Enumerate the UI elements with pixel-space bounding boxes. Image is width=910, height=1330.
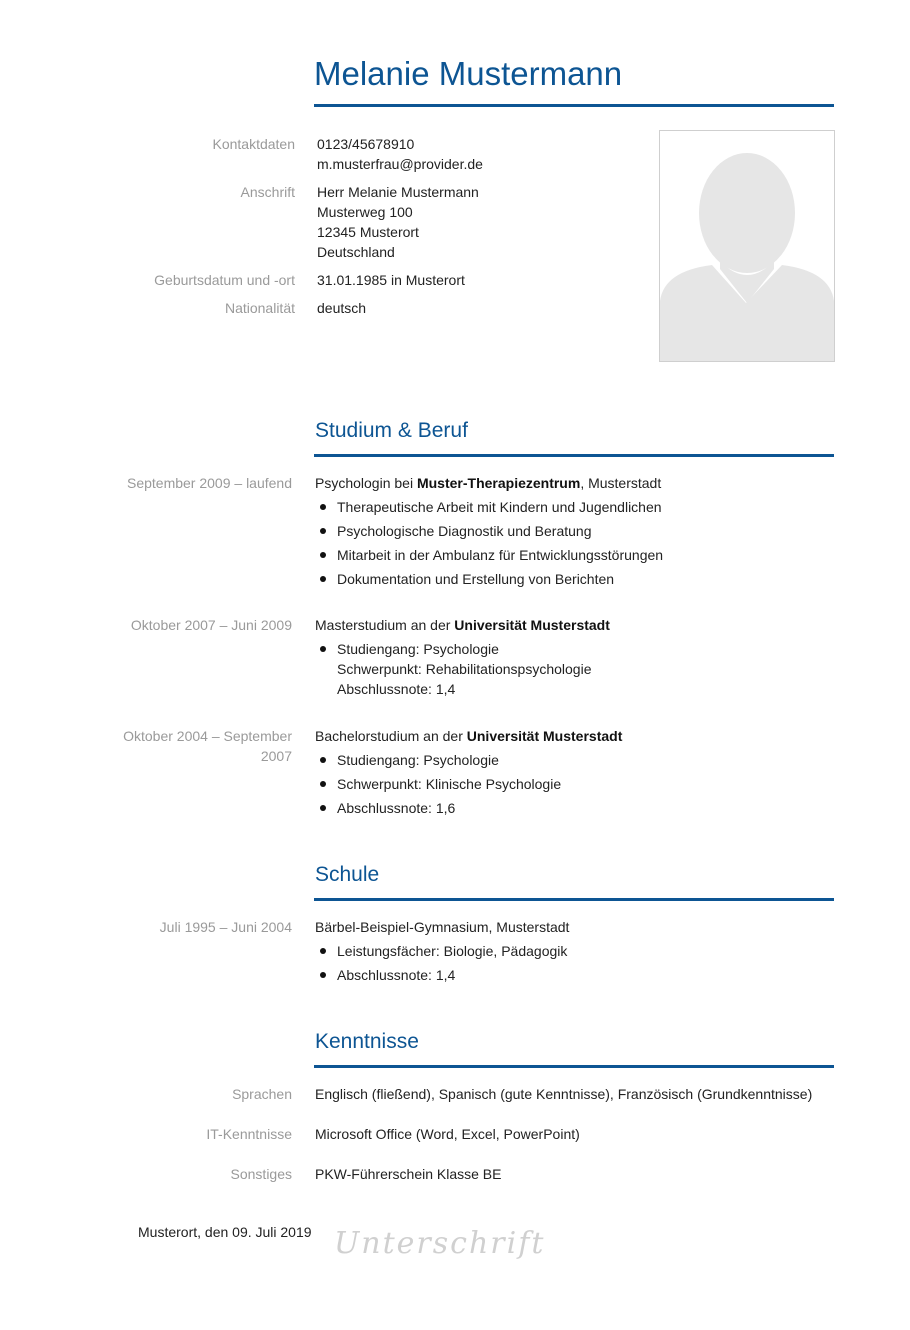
entry-date: September 2009 – laufend — [126, 475, 292, 491]
entry-date — [112, 726, 292, 766]
nationality-label: Nationalität — [224, 300, 295, 316]
page-title: Melanie Mustermann — [314, 55, 623, 92]
address-line: Deutschland — [317, 244, 395, 260]
address-label: Anschrift — [240, 184, 295, 200]
section-divider — [314, 454, 834, 457]
list-item — [315, 569, 834, 589]
entry-date-line: 2007 — [260, 748, 292, 764]
list-item — [315, 774, 834, 794]
list-item — [315, 965, 834, 985]
nationality: deutsch — [317, 300, 367, 316]
list-item-text: Therapeutische Arbeit mit Kindern und Jugendlichen — [337, 499, 662, 515]
entry-bullets — [315, 941, 834, 985]
skill-value: Englisch (fließend), Spanisch (gute Kenntnisse), Französisch (Grundkenntnisse) — [315, 1086, 813, 1102]
section-title-career: Studium & Beruf — [315, 419, 468, 442]
birth-label: Geburtsdatum und -ort — [154, 272, 295, 288]
avatar-placeholder-icon — [660, 131, 834, 361]
entry-heading — [315, 726, 834, 746]
profile-photo — [659, 130, 835, 362]
entry-date: Oktober 2007 – Juni 2009 — [130, 617, 292, 633]
list-item-text: Psychologische Diagnostik und Beratung — [337, 523, 592, 539]
section-title-school: Schule — [315, 863, 380, 886]
list-item-text: Leistungsfächer: Biologie, Pädagogik — [337, 943, 568, 959]
skill-label: Sprachen — [232, 1086, 292, 1102]
list-item-text: Abschlussnote: 1,4 — [337, 967, 456, 983]
entry-degree: Bachelorstudium an der — [315, 728, 467, 744]
entry-location: , Musterstadt — [580, 475, 662, 491]
skill-value: Microsoft Office (Word, Excel, PowerPoint) — [315, 1126, 580, 1142]
birth-value — [317, 270, 465, 290]
list-item — [315, 750, 834, 770]
list-item-text: Studiengang: Psychologie — [337, 752, 499, 768]
address-line: 12345 Musterort — [317, 224, 419, 240]
entry-date: Juli 1995 – Juni 2004 — [159, 919, 292, 935]
skill-label: IT-Kenntnisse — [206, 1126, 292, 1142]
skill-value: PKW-Führerschein Klasse BE — [315, 1166, 502, 1182]
place-date: Musterort, den 09. Juli 2019 — [138, 1224, 312, 1240]
list-item-text: Abschlussnote: 1,6 — [337, 800, 456, 816]
entry-organization: Universität Musterstadt — [466, 728, 623, 744]
entry-organization: Universität Musterstadt — [454, 617, 610, 633]
section-title-skills: Kenntnisse — [315, 1030, 419, 1053]
list-item — [315, 798, 834, 818]
contact-value — [317, 134, 483, 174]
email-address: m.musterfrau@provider.de — [317, 156, 483, 172]
list-item-text: Abschlussnote: 1,4 — [337, 681, 456, 697]
education-entry — [315, 726, 834, 822]
list-item — [315, 545, 834, 565]
address-line: Musterweg 100 — [317, 204, 413, 220]
skill-label: Sonstiges — [230, 1166, 292, 1182]
entry-degree: Masterstudium an der — [315, 617, 455, 633]
address-line: Herr Melanie Mustermann — [317, 184, 479, 200]
entry-role: Psychologin bei — [315, 475, 417, 491]
education-entry — [315, 615, 834, 703]
career-entry — [315, 473, 834, 593]
school-entry — [315, 917, 834, 989]
entry-heading — [315, 473, 834, 493]
list-item — [315, 941, 834, 961]
list-item — [315, 521, 834, 541]
entry-bullets — [315, 639, 834, 699]
entry-heading — [315, 615, 834, 635]
entry-bullets — [315, 750, 834, 818]
entry-organization: Muster-Therapiezentrum — [416, 475, 581, 491]
phone-number: 0123/45678910 — [317, 136, 415, 152]
list-item-text: Dokumentation und Erstellung von Berichten — [337, 571, 615, 587]
list-item — [315, 497, 834, 517]
list-item-text: Studiengang: Psychologie — [337, 641, 499, 657]
title-divider — [314, 104, 834, 107]
list-item — [315, 639, 834, 699]
signature: Unterschrift — [334, 1226, 546, 1261]
list-item-text: Mitarbeit in der Ambulanz für Entwicklungsstörungen — [337, 547, 664, 563]
list-item-text: Schwerpunkt: Rehabilitationspsychologie — [337, 661, 592, 677]
birth-date-place: 31.01.1985 in Musterort — [317, 272, 465, 288]
section-divider — [314, 898, 834, 901]
entry-heading: Bärbel-Beispiel-Gymnasium, Musterstadt — [315, 919, 570, 935]
contact-label: Kontaktdaten — [212, 136, 295, 152]
nationality-value — [317, 298, 366, 318]
entry-bullets — [315, 497, 834, 589]
section-divider — [314, 1065, 834, 1068]
list-item-text: Schwerpunkt: Klinische Psychologie — [337, 776, 562, 792]
entry-date-line: Oktober 2004 – September — [123, 728, 292, 744]
address-value — [317, 182, 479, 262]
